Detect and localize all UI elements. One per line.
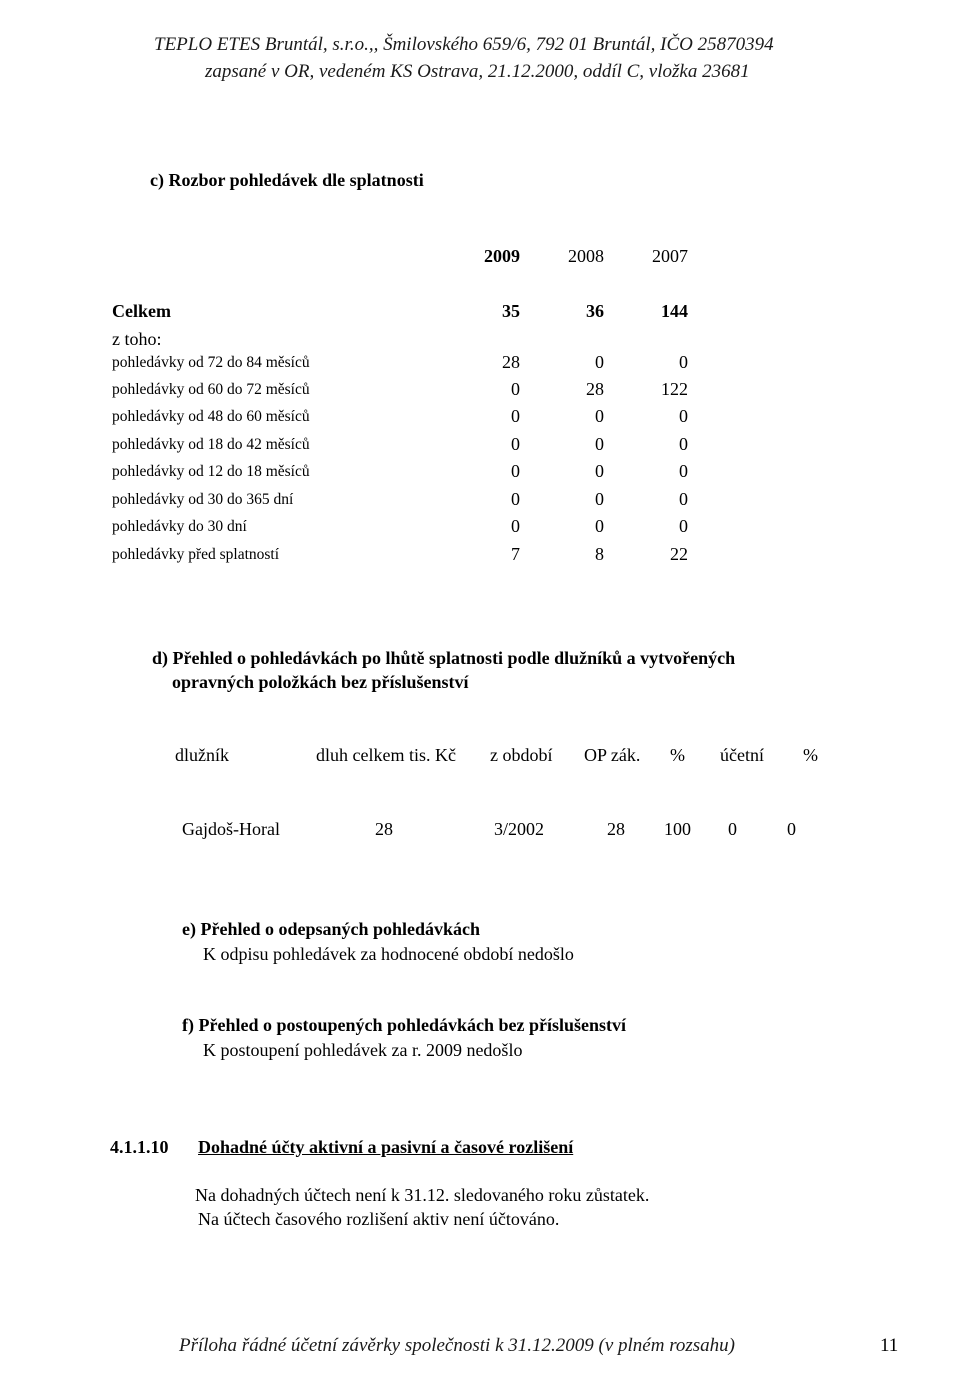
row-value-2008: 0 [595, 516, 604, 536]
row-label: pohledávky do 30 dní [112, 518, 247, 535]
debtor-name: Gajdoš-Horal [182, 819, 280, 839]
section-f-title: f) Přehled o postoupených pohledávkách bez příslušenství [182, 1015, 627, 1035]
debtor-percent-2: 0 [787, 819, 796, 839]
row-value-2007: 122 [661, 379, 688, 399]
total-2009: 35 [502, 301, 520, 321]
row-value-2008: 0 [595, 461, 604, 481]
row-value-2007: 22 [670, 544, 688, 564]
total-label: Celkem [112, 301, 171, 321]
row-label: pohledávky od 18 do 42 měsíců [112, 436, 310, 453]
row-label: pohledávky od 30 do 365 dní [112, 491, 294, 508]
section-d-title-line-2: opravných položkách bez příslušenství [172, 672, 469, 692]
row-value-2007: 0 [679, 516, 688, 536]
section-f-text: K postoupení pohledávek za r. 2009 nedošlo [203, 1040, 523, 1060]
footer-text: Příloha řádné účetní závěrky společnosti k 31.12.2009 (v plném rozsahu) [179, 1335, 736, 1356]
row-label: pohledávky před splatností [112, 546, 280, 563]
header-line-2: zapsané v OR, vedeném KS Ostrava, 21.12.2000, oddíl C, vložka 23681 [205, 61, 750, 82]
col-dluznik: dlužník [175, 745, 229, 765]
row-label: pohledávky od 60 do 72 měsíců [112, 381, 310, 398]
year-2009: 2009 [484, 246, 520, 266]
col-percent-1: % [670, 745, 685, 765]
row-value-2008: 0 [595, 434, 604, 454]
row-value-2009: 28 [502, 352, 520, 372]
row-value-2009: 0 [511, 489, 520, 509]
year-2008: 2008 [568, 246, 604, 266]
debtor-period: 3/2002 [494, 819, 545, 839]
col-z-obdobi: z období [490, 745, 553, 765]
row-label: pohledávky od 12 do 18 měsíců [112, 463, 310, 480]
header-line-1: TEPLO ETES Bruntál, s.r.o.,, Šmilovského 659/6, 792 01 Bruntál, IČO 25870394 [154, 34, 774, 55]
col-ucetni: účetní [720, 745, 764, 765]
row-label: pohledávky od 48 do 60 měsíců [112, 408, 310, 425]
row-value-2009: 0 [511, 434, 520, 454]
row-value-2009: 0 [511, 379, 520, 399]
col-op-zak: OP zák. [584, 745, 641, 765]
row-value-2008: 0 [595, 406, 604, 426]
total-2007: 144 [661, 301, 688, 321]
section-e-text: K odpisu pohledávek za hodnocené období nedošlo [203, 944, 574, 964]
row-value-2009: 0 [511, 461, 520, 481]
debtor-op-zak: 28 [607, 819, 625, 839]
row-value-2009: 0 [511, 516, 520, 536]
row-value-2007: 0 [679, 352, 688, 372]
row-value-2007: 0 [679, 406, 688, 426]
col-percent-2: % [803, 745, 818, 765]
section-e-title: e) Přehled o odepsaných pohledávkách [182, 919, 481, 939]
page-number: 11 [880, 1335, 899, 1356]
section-4110-number: 4.1.1.10 [110, 1137, 169, 1157]
section-c-title: c) Rozbor pohledávek dle splatnosti [150, 170, 424, 190]
section-d-title-line-1: d) Přehled o pohledávkách po lhůtě splatnosti podle dlužníků a vytvořených [152, 648, 736, 668]
row-value-2007: 0 [679, 434, 688, 454]
col-dluh-celkem: dluh celkem tis. Kč [316, 745, 456, 765]
row-value-2008: 0 [595, 489, 604, 509]
section-4110-title: Dohadné účty aktivní a pasivní a časové rozlišení [198, 1137, 574, 1157]
row-value-2008: 8 [595, 544, 604, 564]
total-2008: 36 [586, 301, 604, 321]
row-value-2009: 0 [511, 406, 520, 426]
year-2007: 2007 [652, 246, 688, 266]
row-value-2009: 7 [511, 544, 520, 564]
debtor-percent-1: 100 [664, 819, 691, 839]
row-label: pohledávky od 72 do 84 měsíců [112, 354, 310, 371]
section-4110-line-1: Na dohadných účtech není k 31.12. sledovaného roku zůstatek. [195, 1185, 650, 1205]
subheading-z-toho: z toho: [112, 329, 162, 349]
row-value-2008: 0 [595, 352, 604, 372]
row-value-2007: 0 [679, 489, 688, 509]
debtor-debt-total: 28 [375, 819, 393, 839]
debtor-ucetni: 0 [728, 819, 737, 839]
row-value-2007: 0 [679, 461, 688, 481]
section-4110-line-2: Na účtech časového rozlišení aktiv není účtováno. [198, 1209, 560, 1229]
row-value-2008: 28 [586, 379, 604, 399]
